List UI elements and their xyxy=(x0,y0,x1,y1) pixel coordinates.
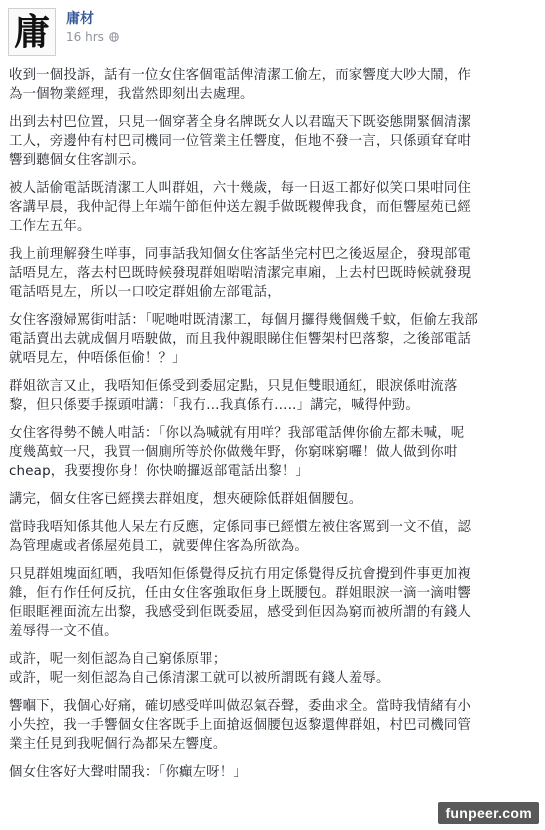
post-paragraph: 女住客得勢不饒人咁話：「你以為喊就有用咩？我部電話俾你偷左都未喊，呢 度幾萬蚊一尺，我買一個廁所等於你做幾年野，你窮咪窮囉！做人做到你咁 cheap，我要搜你身！你快啲攞返部電話出黎！」 xyxy=(9,426,465,479)
post-paragraph: 響嗰下，我個心好痛，確切感受咩叫做忍氣吞聲，委曲求全。當時我情緒有小 小失控，我一手響個女住客既手上面搶返個腰包返黎還俾群姐，村巴司機同管 業主任見到我呢個行為都呆左響度。 xyxy=(9,699,472,752)
post-meta xyxy=(66,8,119,46)
post-paragraph: 被人話偷電話既清潔工人叫群姐，六十幾歲，每一日返工都好似笑口果咁同住 客講早晨，我仲記得上年端午節佢仲送左親手做既糉俾我食，而佢響屋苑已經 工作左五年。 xyxy=(9,181,472,234)
post-body xyxy=(9,66,529,791)
post-paragraph: 我上前理解發生咩事，同事話我知個女住客話坐完村巴之後返屋企，發現部電 話唔見左，落去村巴既時候發現群姐啱啱清潔完車廂，上去村巴既時候就發現 電話唔見左，所以一口咬定群姐偷左部電話， xyxy=(9,247,472,300)
post-header xyxy=(8,8,119,58)
post-paragraph: 只見群姐塊面紅晒，我唔知佢係覺得反抗冇用定係覺得反抗會攪到件事更加複 雜，佢冇作任何反抗，任由女住客強取佢身上既腰包。群姐眼淚一滴一滴咁響 佢眼眶裡面流左出黎，我感受到佢既委屈，感受到佢因為窮而被所謂的有錢人 羞辱得一文不值。 xyxy=(9,567,472,639)
timestamp-row xyxy=(66,28,119,46)
globe-icon[interactable] xyxy=(109,32,119,42)
post-paragraph: 收到一個投訴，話有一位女住客個電話俾清潔工偷左，而家響度大吵大鬧，作 為一個物業經理，我當然即刻出去處理。 xyxy=(9,68,472,102)
post-paragraph: 女住客潑婦罵街咁話：「呢哋咁既清潔工，每個月攞得幾個幾千蚊，佢偷左我部 電話賣出去就成個月唔駛做，而且我仲親眼睇住佢響架村巴落黎，之後部電話 就唔見左，仲唔係佢偷！？」 xyxy=(9,313,478,366)
author-name[interactable]: 庸材 xyxy=(66,11,94,27)
post-paragraph: 講完，個女住客已經撲去群姐度，想夾硬除低群姐個腰包。 xyxy=(9,492,363,507)
avatar-glyph: 庸 xyxy=(13,11,50,53)
site-watermark: funpeer.com xyxy=(438,802,539,824)
post-paragraph: 出到去村巴位置，只見一個穿著全身名牌既女人以君臨天下既姿態開緊個清潔 工人，旁邊仲有村巴司機同一位管業主任響度，佢地不發一言，只係頭耷耷咁 響到聽個女住客訓示。 xyxy=(9,115,472,168)
post-paragraph: 或許，呢一刻佢認為自己窮係原罪； 或許，呢一刻佢認為自己係清潔工就可以被所謂既有錢人羞辱。 xyxy=(9,652,390,686)
post-paragraph: 群姐欲言又止，我唔知佢係受到委屈定點，只見佢雙眼通紅，眼淚係咁流落 黎，但只係要手揼頭咁講：「我冇…我真係冇…..」講完，喊得仲勁。 xyxy=(9,379,458,413)
author-avatar[interactable] xyxy=(8,8,56,56)
post-paragraph: 當時我唔知係其他人呆左冇反應，定係同事已經慣左被住客罵到一文不值，認 為管理處或者係屋苑員工，就要俾住客為所欲為。 xyxy=(9,520,472,554)
post-paragraph: 個女住客好大聲咁鬧我：「你癲左呀！」 xyxy=(9,765,247,780)
post-timestamp[interactable]: 16 hrs xyxy=(66,30,104,44)
